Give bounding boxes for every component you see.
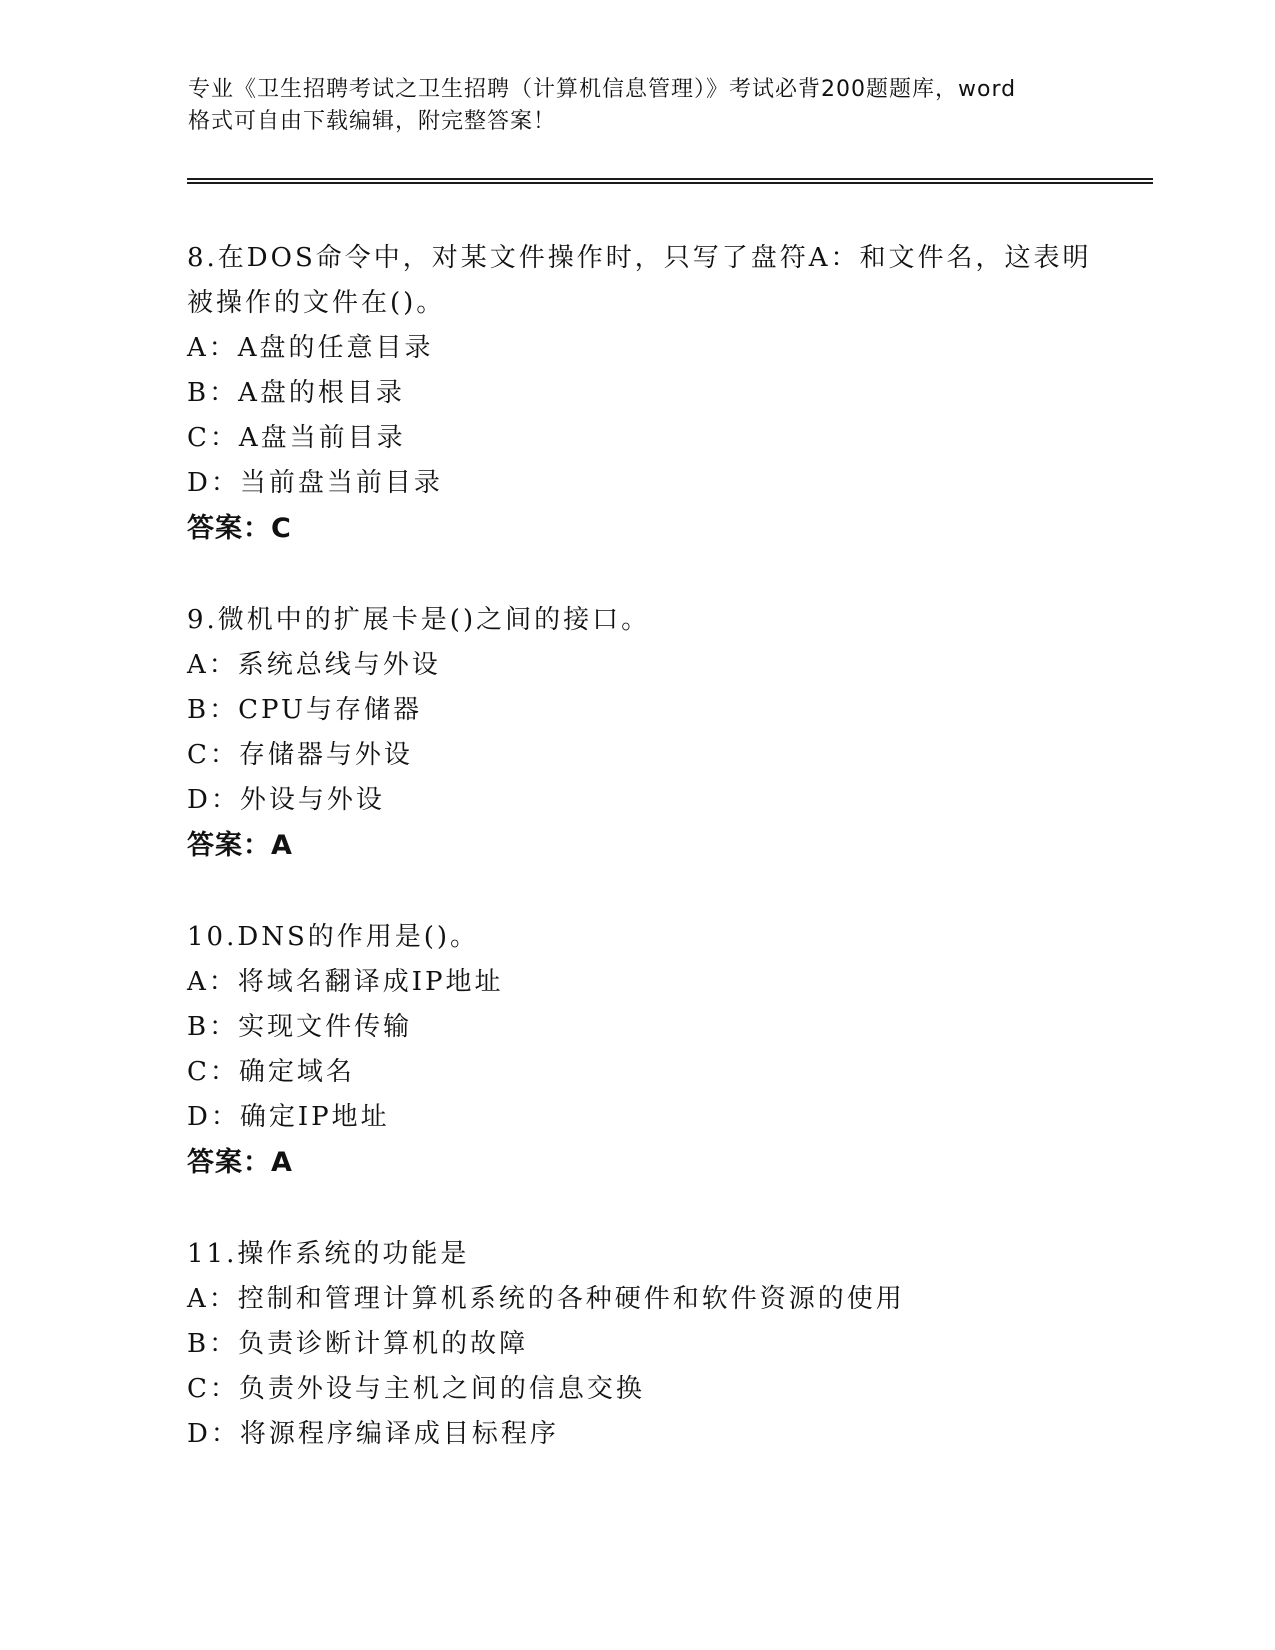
question-stem: 被操作的文件在()。 xyxy=(187,288,446,318)
question-list xyxy=(187,236,1147,1503)
question-11 xyxy=(187,1232,1147,1457)
header-divider-bottom xyxy=(187,182,1153,184)
question-10 xyxy=(187,915,1147,1186)
option-c: C：存储器与外设 xyxy=(187,740,413,770)
option-a: A：将域名翻译成IP地址 xyxy=(187,967,504,997)
header-line-1: 专业《卫生招聘考试之卫生招聘（计算机信息管理）》考试必背200题题库，word xyxy=(188,77,1017,102)
option-b: B：负责诊断计算机的故障 xyxy=(187,1329,529,1359)
header-divider-top xyxy=(187,178,1153,180)
option-b: B：实现文件传输 xyxy=(187,1012,413,1042)
option-c: C：确定域名 xyxy=(187,1057,355,1087)
option-d: D：确定IP地址 xyxy=(187,1102,390,1132)
question-9 xyxy=(187,598,1147,869)
answer-label: 答案：A xyxy=(187,830,293,861)
option-d: D：当前盘当前目录 xyxy=(187,468,443,498)
option-b: B：A盘的根目录 xyxy=(187,378,405,408)
answer-label: 答案：C xyxy=(187,513,292,544)
option-b: B：CPU与存储器 xyxy=(187,695,422,725)
option-a: A：控制和管理计算机系统的各种硬件和软件资源的使用 xyxy=(187,1284,905,1314)
option-d: D：将源程序编译成目标程序 xyxy=(187,1419,559,1449)
option-d: D：外设与外设 xyxy=(187,785,385,815)
question-stem: 8.在DOS命令中，对某文件操作时，只写了盘符A：和文件名，这表明 xyxy=(187,243,1092,273)
question-stem: 10.DNS的作用是()。 xyxy=(187,922,480,952)
option-a: A：系统总线与外设 xyxy=(187,650,441,680)
question-stem: 9.微机中的扩展卡是()之间的接口。 xyxy=(187,605,651,635)
question-stem: 11.操作系统的功能是 xyxy=(187,1239,470,1269)
option-a: A：A盘的任意目录 xyxy=(187,333,434,363)
header-line-2: 格式可自由下载编辑，附完整答案！ xyxy=(188,109,557,134)
question-8 xyxy=(187,236,1147,552)
document-header xyxy=(188,74,1088,138)
option-c: C：A盘当前目录 xyxy=(187,423,406,453)
answer-label: 答案：A xyxy=(187,1147,293,1178)
option-c: C：负责外设与主机之间的信息交换 xyxy=(187,1374,645,1404)
